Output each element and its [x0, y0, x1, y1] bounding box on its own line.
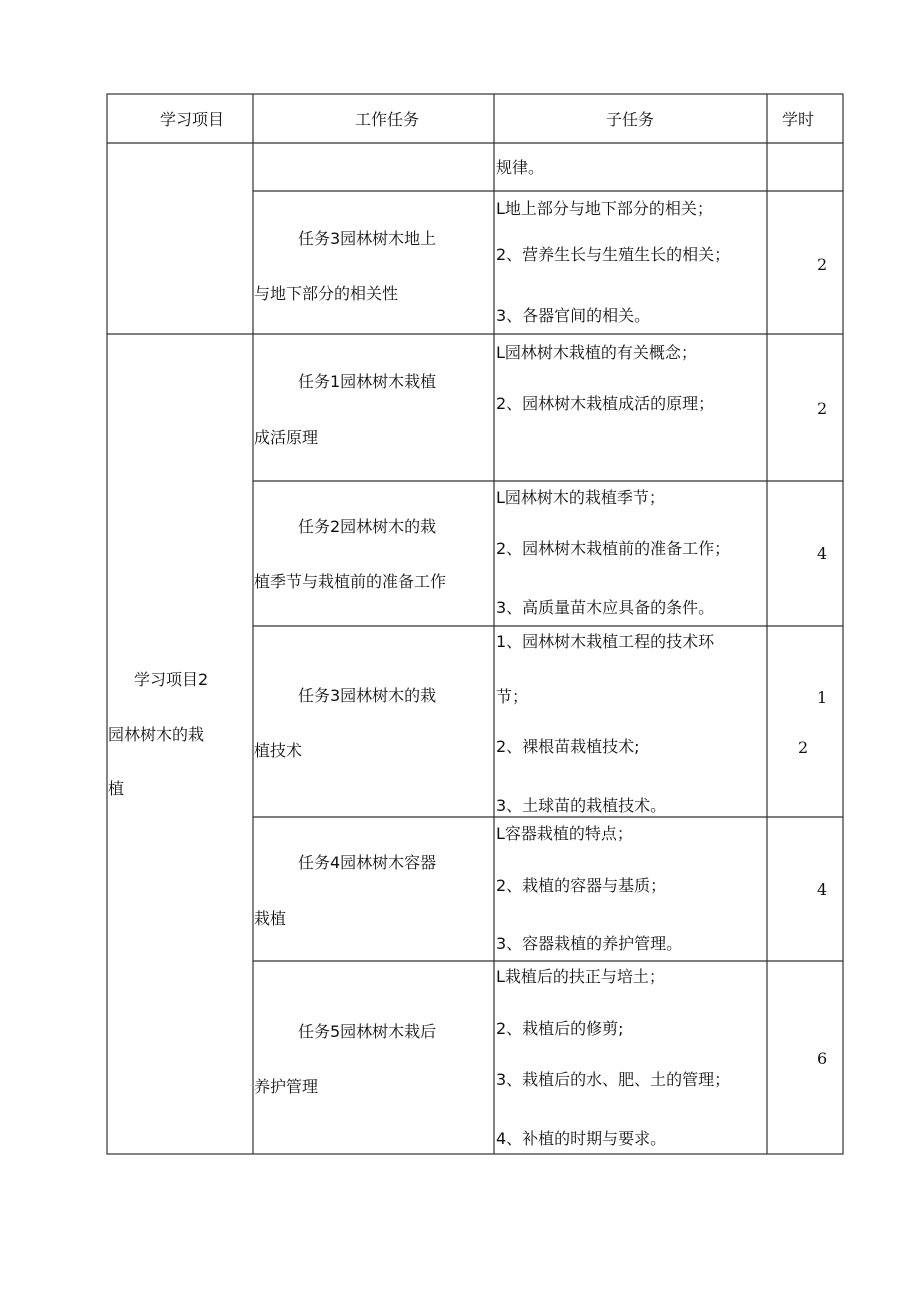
task-title-line2: 成活原理 — [254, 428, 319, 447]
task-title-line1: 任务3园林树木的栽 — [298, 686, 437, 705]
subtask-item: 3、各器官间的相关。 — [496, 306, 651, 325]
subtask-item: L地上部分与地下部分的相关； — [496, 199, 713, 218]
subtask-item: 2、裸根苗栽植技术; — [496, 737, 640, 756]
task-title-line1: 任务5园林树木栽后 — [298, 1022, 437, 1041]
continued-text: 规律。 — [496, 158, 545, 177]
task-title-line2: 与地下部分的相关性 — [254, 284, 399, 303]
hours-value-line1: 1 — [817, 688, 828, 707]
subtask-item: 4、补植的时期与要求。 — [496, 1129, 667, 1148]
hours-value: 6 — [817, 1049, 828, 1068]
task-title-line2: 植技术 — [254, 741, 303, 760]
task-title-line1: 任务1园林树木栽植 — [298, 372, 437, 391]
subtask-item: 3、土球苗的栽植技术。 — [496, 796, 667, 815]
subtask-item: 2、营养生长与生殖生长的相关； — [496, 245, 731, 264]
subtask-item: 3、高质量苗木应具备的条件。 — [496, 598, 715, 617]
subtask-item: 3、栽植后的水、肥、土的管理； — [496, 1070, 731, 1089]
subtask-item: L园林树木的栽植季节； — [496, 488, 665, 507]
subtask-item: 2、栽植的容器与基质； — [496, 876, 667, 895]
project-title-line1: 学习项目2 — [134, 670, 209, 689]
header-task: 工作任务 — [355, 110, 420, 129]
task-title-line2: 养护管理 — [254, 1077, 319, 1096]
subtask-item: 3、容器栽植的养护管理。 — [496, 934, 683, 953]
hours-value: 2 — [817, 255, 828, 274]
header-hours: 学时 — [782, 110, 815, 129]
hours-value: 4 — [817, 544, 828, 563]
header-subtask: 子任务 — [606, 110, 655, 129]
task-title-line2: 栽植 — [254, 909, 287, 928]
task-title-line1: 任务2园林树木的栽 — [298, 517, 437, 536]
hours-value: 2 — [817, 399, 828, 418]
subtask-item: 2、园林树木栽植成活的原理； — [496, 394, 715, 413]
project-title-line2: 园林树木的栽 — [108, 725, 205, 744]
task-title-line1: 任务3园林树木地上 — [298, 229, 437, 248]
task-title-line1: 任务4园林树木容器 — [298, 853, 437, 872]
task-title-line2: 植季节与栽植前的准备工作 — [254, 572, 447, 591]
subtask-item: L园林树木栽植的有关概念； — [496, 343, 697, 362]
subtask-item: 2、栽植后的修剪; — [496, 1019, 624, 1038]
header-project: 学习项目 — [160, 110, 225, 129]
subtask-item: L栽植后的扶正与培土； — [496, 967, 665, 986]
hours-value-line2: 2 — [798, 738, 809, 757]
subtask-item: 2、园林树木栽植前的准备工作； — [496, 539, 731, 558]
hours-value: 4 — [817, 880, 828, 899]
subtask-item: L容器栽植的特点； — [496, 824, 633, 843]
project-title-line3: 植 — [108, 779, 125, 798]
subtask-item: 1、园林树木栽植工程的技术环 — [496, 632, 715, 651]
subtask-item: 节； — [496, 687, 529, 706]
